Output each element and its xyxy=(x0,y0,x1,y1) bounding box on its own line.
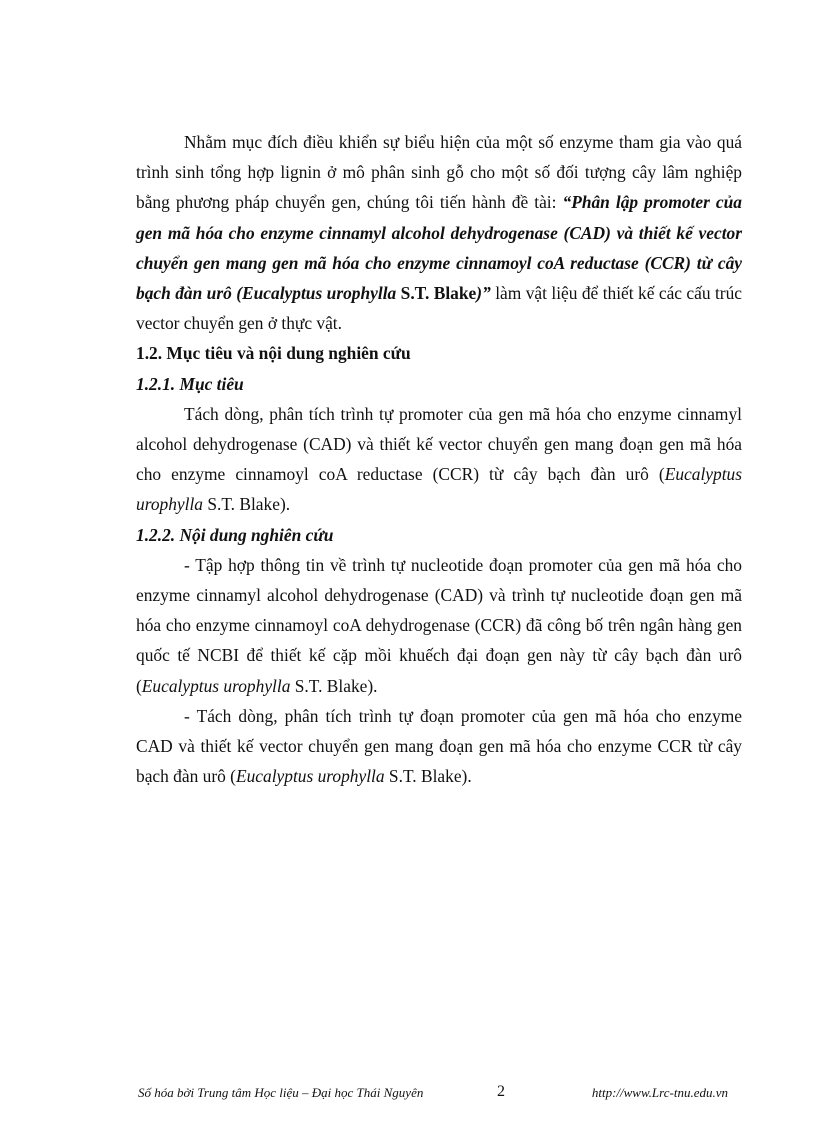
content-item-1 xyxy=(136,550,742,701)
page-footer xyxy=(138,1085,728,1107)
content-item-1-text-start: - Tập hợp thông tin về trình tự nucleotide đoạn promoter của gen mã hóa cho enzyme cinnamyl alcohol dehydrogenase (CAD) và trình tự nucleotide đoạn gen mã hóa cho enzyme cinnamoyl coA dehydrogenase (CCR) đã công bố trên ngân hàng gen quốc tế NCBI để thiết kế cặp mồi khuếch đại đoạn gen này từ cây bạch đàn urô ( xyxy=(136,554,742,696)
content-item-1-species: Eucalyptus urophylla xyxy=(141,675,291,696)
content-item-2-text-end: S.T. Blake). xyxy=(384,766,472,787)
document-body xyxy=(136,127,742,791)
footer-url: http://www.Lrc-tnu.edu.vn xyxy=(591,1085,728,1100)
objective-text-start: Tách dòng, phân tích trình tự promoter của gen mã hóa cho enzyme cinnamyl alcohol dehydrogenase (CAD) và thiết kế vector chuyển gen mang đoạn gen mã hóa cho enzyme cinnamoyl coA reductase (CCR) từ cây bạch đàn urô ( xyxy=(136,403,742,485)
content-item-2 xyxy=(136,701,742,792)
subsection-2-heading: 1.2.2. Nội dung nghiên cứu xyxy=(136,524,334,545)
thesis-title-close: )” xyxy=(476,283,491,304)
section-heading: 1.2. Mục tiêu và nội dung nghiên cứu xyxy=(136,343,411,364)
subsection-1-heading: 1.2.1. Mục tiêu xyxy=(136,373,244,394)
objective-text-end: S.T. Blake). xyxy=(202,494,291,515)
objective-species: Eucalyptus urophylla xyxy=(136,464,742,515)
intro-paragraph xyxy=(136,127,742,338)
page-number: 2 xyxy=(497,1083,505,1100)
content-item-2-species: Eucalyptus urophylla xyxy=(235,766,385,787)
objective-paragraph xyxy=(136,399,742,520)
intro-text-end: làm vật liệu để thiết kế các cấu trúc vector chuyển gen ở thực vật. xyxy=(136,283,743,334)
thesis-title: “Phân lập promoter của gen mã hóa cho enzyme cinnamyl alcohol dehydrogenase (CAD) và thiết kế vector chuyển gen mang gen mã hóa cho enzyme cinnamoyl coA reductase (CCR) từ cây bạch đàn urô (Eucalyptus urophylla xyxy=(136,192,742,304)
intro-text-start: Nhằm mục đích điều khiển sự biểu hiện của một số enzyme tham gia vào quá trình sinh tổng hợp lignin ở mô phân sinh gỗ cho một số đối tượng cây lâm nghiệp bằng phương pháp chuyển gen, chúng tôi tiến hành đề tài: xyxy=(136,132,742,213)
thesis-title-author: S.T. Blake xyxy=(400,283,477,304)
content-item-2-text-start: - Tách dòng, phân tích trình tự đoạn promoter của gen mã hóa cho enzyme CAD và thiết kế vector chuyển gen mang đoạn gen mã hóa cho enzyme CCR từ cây bạch đàn urô ( xyxy=(136,705,742,787)
content-item-1-text-end: S.T. Blake). xyxy=(290,675,378,696)
footer-source: Số hóa bởi Trung tâm Học liệu – Đại học Thái Nguyên xyxy=(138,1085,424,1100)
